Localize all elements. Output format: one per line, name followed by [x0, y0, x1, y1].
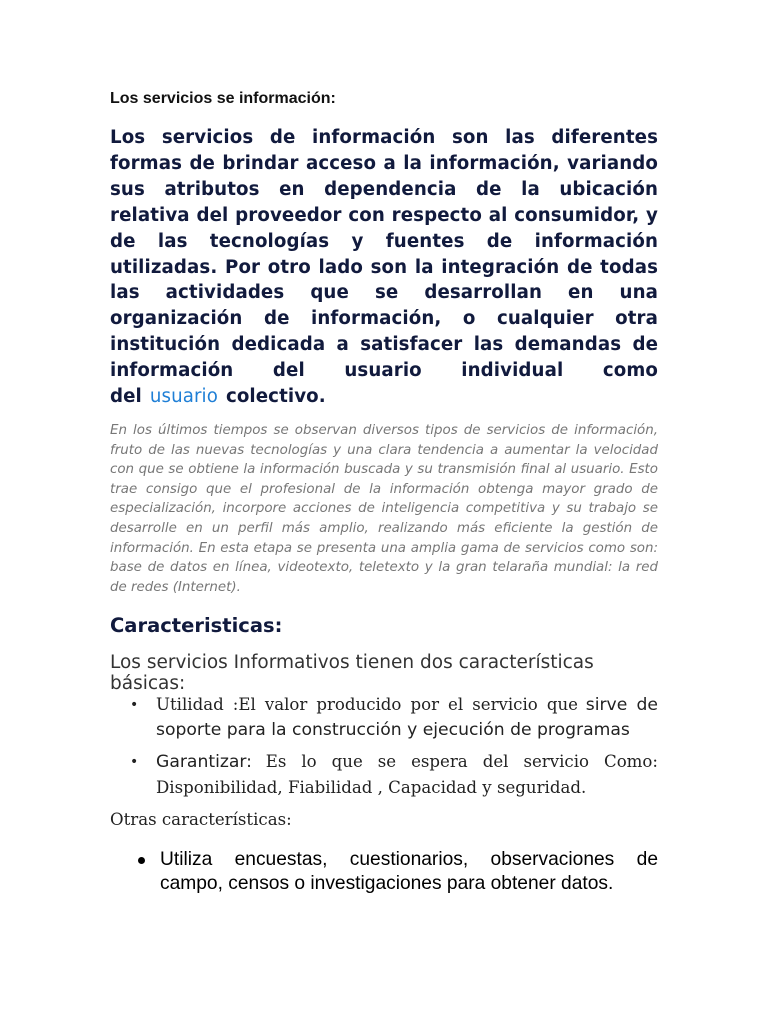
characteristics-list	[130, 692, 658, 806]
list-item-text: Es lo que se espera del servicio Como: Disponibilidad, Fiabilidad , Capacidad y seguridad.	[156, 752, 658, 797]
section-intro: Los servicios Informativos tienen dos características básicas:	[110, 652, 594, 694]
list-item	[130, 692, 658, 743]
bullet-icon	[138, 857, 145, 864]
bullet-icon: •	[130, 754, 139, 770]
section-heading: Caracteristicas:	[110, 614, 283, 637]
usuario-link[interactable]: usuario	[149, 386, 218, 408]
bullet-icon: •	[130, 697, 139, 713]
list-item-text: Utiliza encuestas, cuestionarios, observaciones de campo, censos o investigaciones para obtener datos.	[160, 849, 658, 894]
list-item	[130, 749, 658, 800]
document-title: Los servicios se información:	[110, 90, 336, 107]
list-item-text: Garantizar:	[156, 752, 252, 772]
other-heading: Otras características:	[110, 810, 292, 829]
other-list	[136, 848, 658, 896]
list-item-text: Utilidad :El valor producido por el servicio que	[156, 695, 578, 714]
list-item-text: sirve de soporte para la construcción y ejecución de programas	[156, 695, 658, 740]
intro-text-end: colectivo.	[225, 386, 326, 408]
intro-paragraph	[110, 125, 658, 410]
intro-text: Los servicios de información son las diferentes formas de brindar acceso a la información, variando sus atributos en dependencia de la ubicación relativa del proveedor con respecto al consumidor, y de las tecnologías y fuentes de información utilizadas. Por otro lado son la integración de todas las actividades que se desarrollan en una organización de información, o cualquier otra institución dedicada a satisfacer las demandas de información del usuario individual como del	[110, 127, 658, 408]
italic-paragraph: En los últimos tiempos se observan diversos tipos de servicios de información, fruto de las nuevas tecnologías y una clara tendencia a aumentar la velocidad con que se obtiene la información buscada y su transmisión final al usuario. Esto trae consigo que el profesional de la información obtenga mayor grado de especialización, incorpore acciones de inteligencia competitiva y su trabajo se desarrolle en un perfil más amplio, realizando más eficiente la gestión de información. En esta etapa se presenta una amplia gama de servicios como son: base de datos en línea, videotexto, teletexto y la gran telaraña mundial: la red de redes (Internet).	[110, 423, 658, 595]
list-item	[136, 848, 658, 896]
